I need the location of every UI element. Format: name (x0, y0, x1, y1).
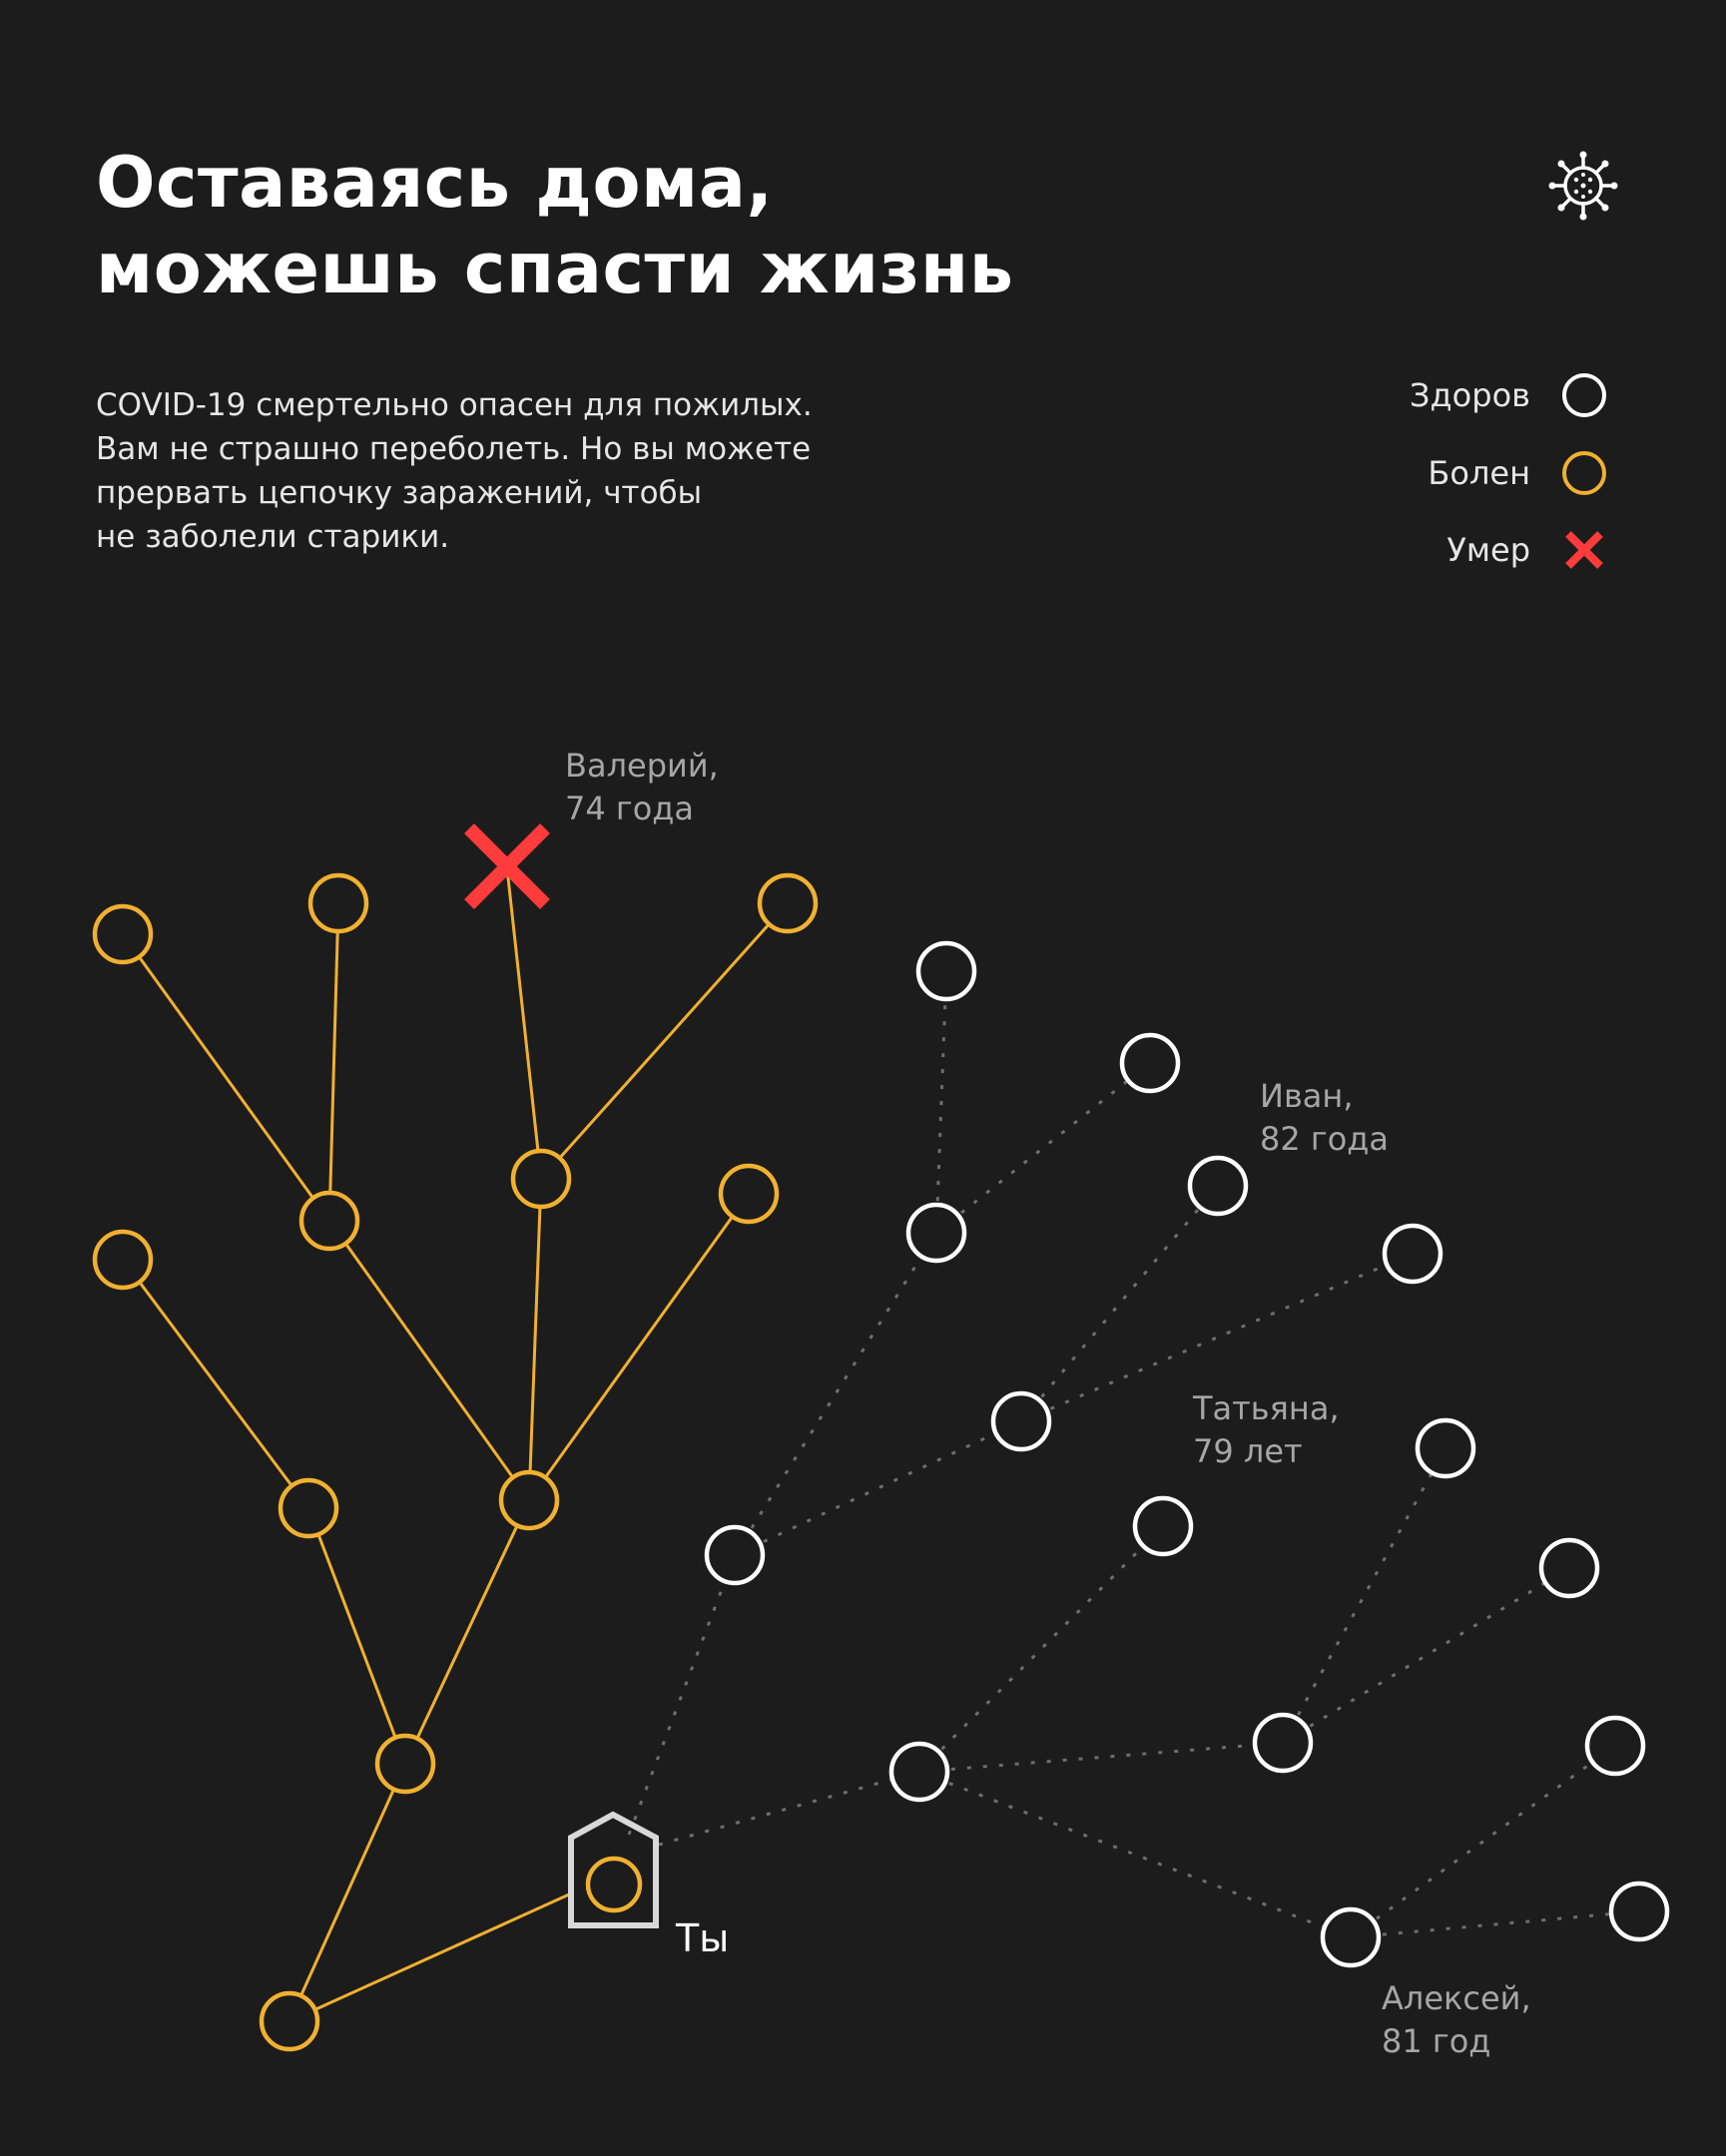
person-alexey-age: 81 год (1382, 2022, 1491, 2060)
link (329, 903, 338, 1221)
link (289, 1894, 569, 2021)
sick-node (760, 875, 816, 931)
sick-nodes (95, 875, 816, 2049)
healthy-node (1255, 1715, 1311, 1771)
sick-node (721, 1166, 777, 1222)
healthy-node (1135, 1498, 1191, 1554)
person-ivan-name: Иван, (1260, 1077, 1354, 1115)
sick-node (262, 1993, 317, 2049)
person-valery-age: 74 года (565, 790, 695, 827)
link (529, 1179, 541, 1500)
healthy-node (891, 1744, 947, 1800)
link (919, 1526, 1163, 1772)
legend-sick-label: Болен (1428, 454, 1530, 492)
link (659, 1772, 919, 1845)
link (329, 1221, 529, 1500)
person-ivan-age: 82 года (1260, 1120, 1390, 1158)
sick-links (123, 868, 788, 2021)
subtitle-line: не заболели старики. (96, 519, 450, 555)
link (629, 1555, 735, 1835)
sick-node (95, 906, 151, 962)
link (1283, 1448, 1445, 1743)
link (1021, 1186, 1218, 1421)
sick-node (95, 1232, 151, 1288)
link (507, 868, 541, 1179)
you-label: Ты (676, 1916, 730, 1960)
link (529, 1194, 749, 1500)
legend-healthy-label: Здоров (1410, 376, 1530, 414)
healthy-node (1611, 1884, 1667, 1939)
sick-node (281, 1480, 336, 1536)
link (1351, 1911, 1639, 1937)
link (123, 934, 329, 1221)
link (735, 1421, 1021, 1555)
healthy-node (1323, 1909, 1379, 1965)
link (405, 1500, 529, 1764)
sick-node (377, 1736, 433, 1792)
healthy-node (1541, 1540, 1597, 1596)
person-alexey-name: Алексей, (1382, 1979, 1531, 2017)
healthy-nodes (707, 943, 1667, 1965)
healthy-node (1587, 1718, 1643, 1774)
person-tatiana-age: 79 лет (1193, 1432, 1303, 1470)
healthy-node (1122, 1035, 1178, 1091)
link (123, 1260, 308, 1508)
sick-node (513, 1151, 569, 1207)
home-icon (571, 1815, 656, 1925)
link (541, 903, 788, 1179)
healthy-node (908, 1205, 964, 1261)
person-valery-name: Валерий, (565, 747, 719, 785)
healthy-node (1190, 1158, 1246, 1214)
title-line-2: можешь спасти жизнь (96, 228, 1014, 309)
link (936, 971, 946, 1233)
link (308, 1508, 405, 1764)
link (289, 1764, 405, 2021)
link (919, 1772, 1351, 1937)
person-tatiana-name: Татьяна, (1193, 1389, 1340, 1427)
healthy-node (707, 1527, 763, 1583)
healthy-links (629, 971, 1639, 1937)
link (1351, 1746, 1615, 1937)
title-line-1: Оставаясь дома, (96, 142, 774, 224)
healthy-node (918, 943, 974, 999)
healthy-node (993, 1393, 1049, 1449)
sick-node (501, 1472, 557, 1528)
subtitle-line: COVID-19 смертельно опасен для пожилых. (96, 387, 813, 423)
dead-node (469, 828, 545, 904)
healthy-node (1385, 1226, 1440, 1282)
sick-node (301, 1193, 357, 1249)
subtitle-line: прервать цепочку заражений, чтобы (96, 475, 703, 511)
sick-node (310, 875, 366, 931)
link (919, 1743, 1283, 1772)
subtitle-line: Вам не страшно переболеть. Но вы можете (96, 431, 812, 467)
healthy-node (1418, 1420, 1473, 1476)
link (1283, 1568, 1569, 1743)
legend-dead-label: Умер (1446, 531, 1530, 569)
link (936, 1063, 1150, 1233)
